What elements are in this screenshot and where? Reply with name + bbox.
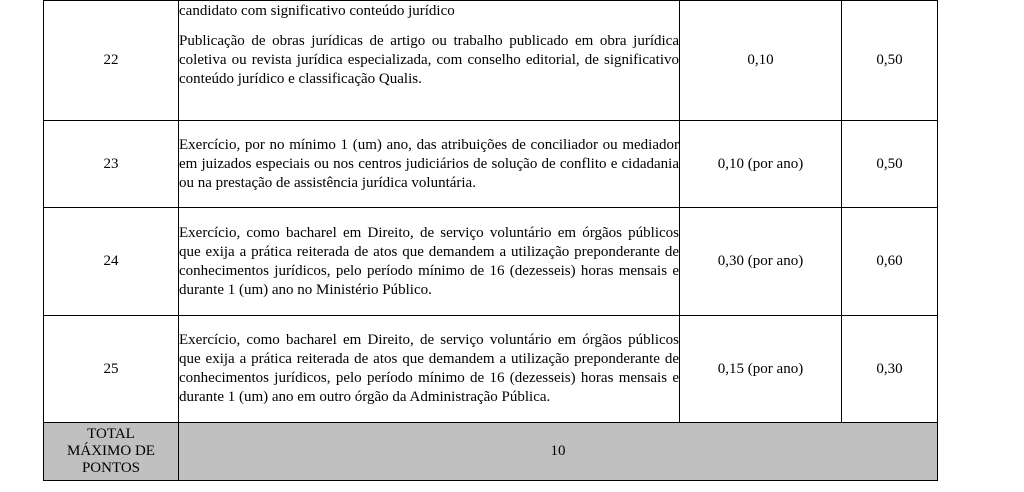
row-max-points: 0,50 <box>842 1 938 121</box>
table-row <box>44 208 938 316</box>
row-description <box>179 316 680 423</box>
row-points: 0,15 (por ano) <box>680 316 842 423</box>
description-paragraph: Exercício, como bacharel em Direito, de serviço voluntário em órgãos públicos que exija a prática reiterada de atos que demandem a utilização preponderante de conhecimentos jurídicos, pelo período mínimo de 16 (dezesseis) horas mensais e durante 1 (um) ano em outro órgão da Administração Pública. <box>179 332 679 405</box>
total-value: 10 <box>179 423 938 481</box>
table-row <box>44 316 938 423</box>
row-number: 22 <box>44 1 179 121</box>
row-max-points: 0,50 <box>842 121 938 208</box>
row-points: 0,10 <box>680 1 842 121</box>
row-max-points: 0,30 <box>842 316 938 423</box>
row-number: 23 <box>44 121 179 208</box>
row-number: 25 <box>44 316 179 423</box>
table-row <box>44 121 938 208</box>
row-points: 0,10 (por ano) <box>680 121 842 208</box>
total-row <box>44 423 938 481</box>
row-description <box>179 121 680 208</box>
criteria-table <box>43 0 938 481</box>
row-points: 0,30 (por ano) <box>680 208 842 316</box>
description-paragraph: Exercício, por no mínimo 1 (um) ano, das atribuições de conciliador ou mediador em juizados especiais ou nos centros judiciários de solução de conflito e cidadania ou na prestação de assistência jurídica voluntária. <box>179 136 679 191</box>
total-label-line: TOTAL <box>87 426 135 442</box>
description-paragraph: Exercício, como bacharel em Direito, de serviço voluntário em órgãos públicos que exija a prática reiterada de atos que demandem a utilização preponderante de conhecimentos jurídicos, pelo período mínimo de 16 (dezesseis) horas mensais e durante 1 (um) ano no Ministério Público. <box>179 224 679 298</box>
row-max-points: 0,60 <box>842 208 938 316</box>
row-description <box>179 1 680 121</box>
total-label-line: PONTOS <box>81 460 141 476</box>
description-paragraph: candidato com significativo conteúdo jurídico <box>179 3 455 19</box>
description-paragraph: Publicação de obras jurídicas de artigo ou trabalho publicado em obra jurídica coletiva ou revista jurídica especializada, com conselho editorial, de significativo conteúdo jurídico e classificação Qualis. <box>179 33 679 87</box>
total-label <box>44 423 179 481</box>
table-row <box>44 1 938 121</box>
row-description <box>179 208 680 316</box>
row-number: 24 <box>44 208 179 316</box>
total-label-line: MÁXIMO DE <box>67 443 155 459</box>
